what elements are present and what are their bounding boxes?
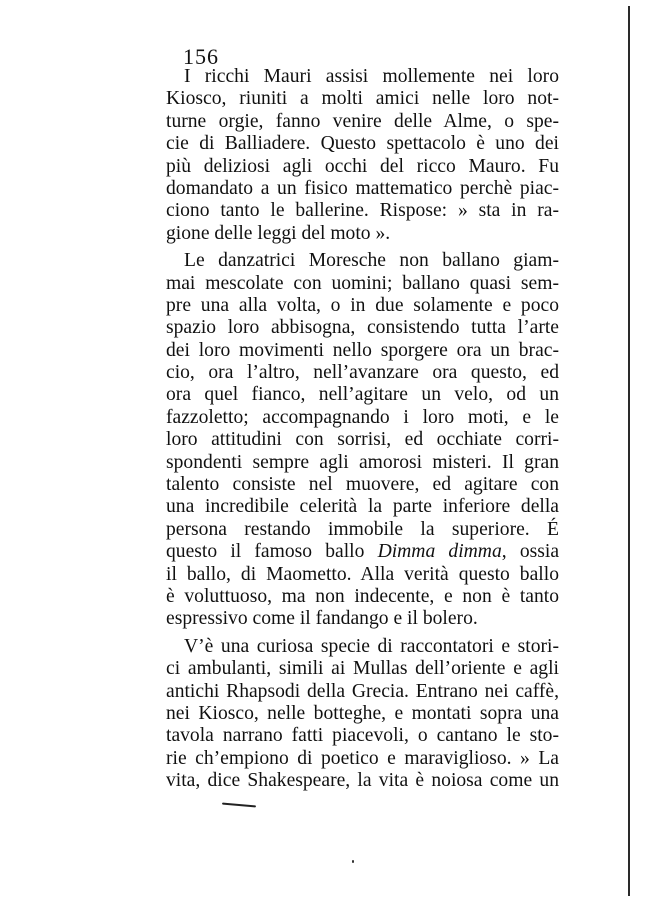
underline-mark bbox=[222, 803, 256, 808]
text-line: rie ch’empiono di poetico e maraviglioso. » La bbox=[166, 747, 559, 769]
text-line: V’è una curiosa specie di raccontatori e stori- bbox=[184, 635, 559, 657]
text-line: pre una alla volta, o in due solamente e poco bbox=[166, 294, 559, 316]
text-line: fazzoletto; accompagnando i loro moti, e le bbox=[166, 406, 559, 428]
body-text bbox=[166, 66, 559, 793]
text-line: il ballo, di Maometto. Alla verità questo ballo bbox=[166, 563, 559, 585]
text-line: talento consiste nel muovere, ed agitare con bbox=[166, 474, 559, 496]
text-line: dei loro movimenti nello sporgere ora un brac- bbox=[166, 339, 559, 361]
text-line: cio, ora l’altro, nell’avanzare ora questo, ed bbox=[166, 362, 559, 384]
text-line: persona restando immobile la superiore. É bbox=[166, 518, 559, 540]
text-line: turne orgie, fanno venire delle Alme, o spe- bbox=[166, 110, 559, 132]
text-line: loro attitudini con sorrisi, ed occhiate corri- bbox=[166, 429, 559, 451]
text-line: ci ambulanti, simili ai Mullas dell’oriente e agli bbox=[166, 658, 559, 680]
ink-dot bbox=[352, 860, 354, 863]
page-number: 156 bbox=[183, 44, 219, 69]
text-line: vita, dice Shakespeare, la vita è noiosa come un bbox=[166, 770, 559, 792]
paragraph-2 bbox=[166, 250, 559, 631]
text-line: spazio loro abbisogna, consistendo tutta l’arte bbox=[166, 317, 559, 339]
text-line: ciono tanto le ballerine. Rispose: » sta in ra- bbox=[166, 200, 559, 222]
text-line: Le danzatrici Moresche non ballano giam- bbox=[184, 250, 559, 272]
text-line: gione delle leggi del moto ». bbox=[166, 222, 391, 244]
text-line: Kiosco, riuniti a molti amici nelle loro not- bbox=[166, 88, 559, 110]
text-line: mai mescolate con uomini; ballano quasi sem- bbox=[166, 272, 559, 294]
text-line: nei Kiosco, nelle botteghe, e montati sopra una bbox=[166, 702, 559, 724]
text-line: è voluttuoso, ma non indecente, e non è tanto bbox=[166, 585, 559, 607]
text-line: spondenti sempre agli amorosi misteri. Il gran bbox=[166, 451, 559, 473]
italic-term: Dimma dimma bbox=[377, 541, 502, 563]
text-line: questo il famoso ballo Dimma dimma, ossia bbox=[166, 541, 560, 563]
text-line: cie di Balliadere. Questo spettacolo è uno dei bbox=[166, 133, 559, 155]
text-line: antichi Rhapsodi della Grecia. Entrano nei caffè, bbox=[166, 680, 559, 702]
text-line: una incredibile celerità la parte inferiore della bbox=[166, 496, 559, 518]
page-edge-line bbox=[628, 6, 630, 896]
paragraph-1 bbox=[166, 66, 559, 245]
text-line: tavola narrano fatti piacevoli, o cantano le sto- bbox=[166, 725, 559, 747]
text-line: domandato a un fisico mattematico perchè piac- bbox=[166, 177, 559, 199]
text-line: espressivo come il fandango e il bolero. bbox=[166, 608, 478, 630]
text-line: ora quel fianco, nell’agitare un velo, od un bbox=[166, 384, 559, 406]
paragraph-3 bbox=[166, 636, 559, 793]
text-line: più deliziosi agli occhi del ricco Mauro. Fu bbox=[166, 155, 559, 177]
text-line: I ricchi Mauri assisi mollemente nei loro bbox=[184, 66, 559, 87]
